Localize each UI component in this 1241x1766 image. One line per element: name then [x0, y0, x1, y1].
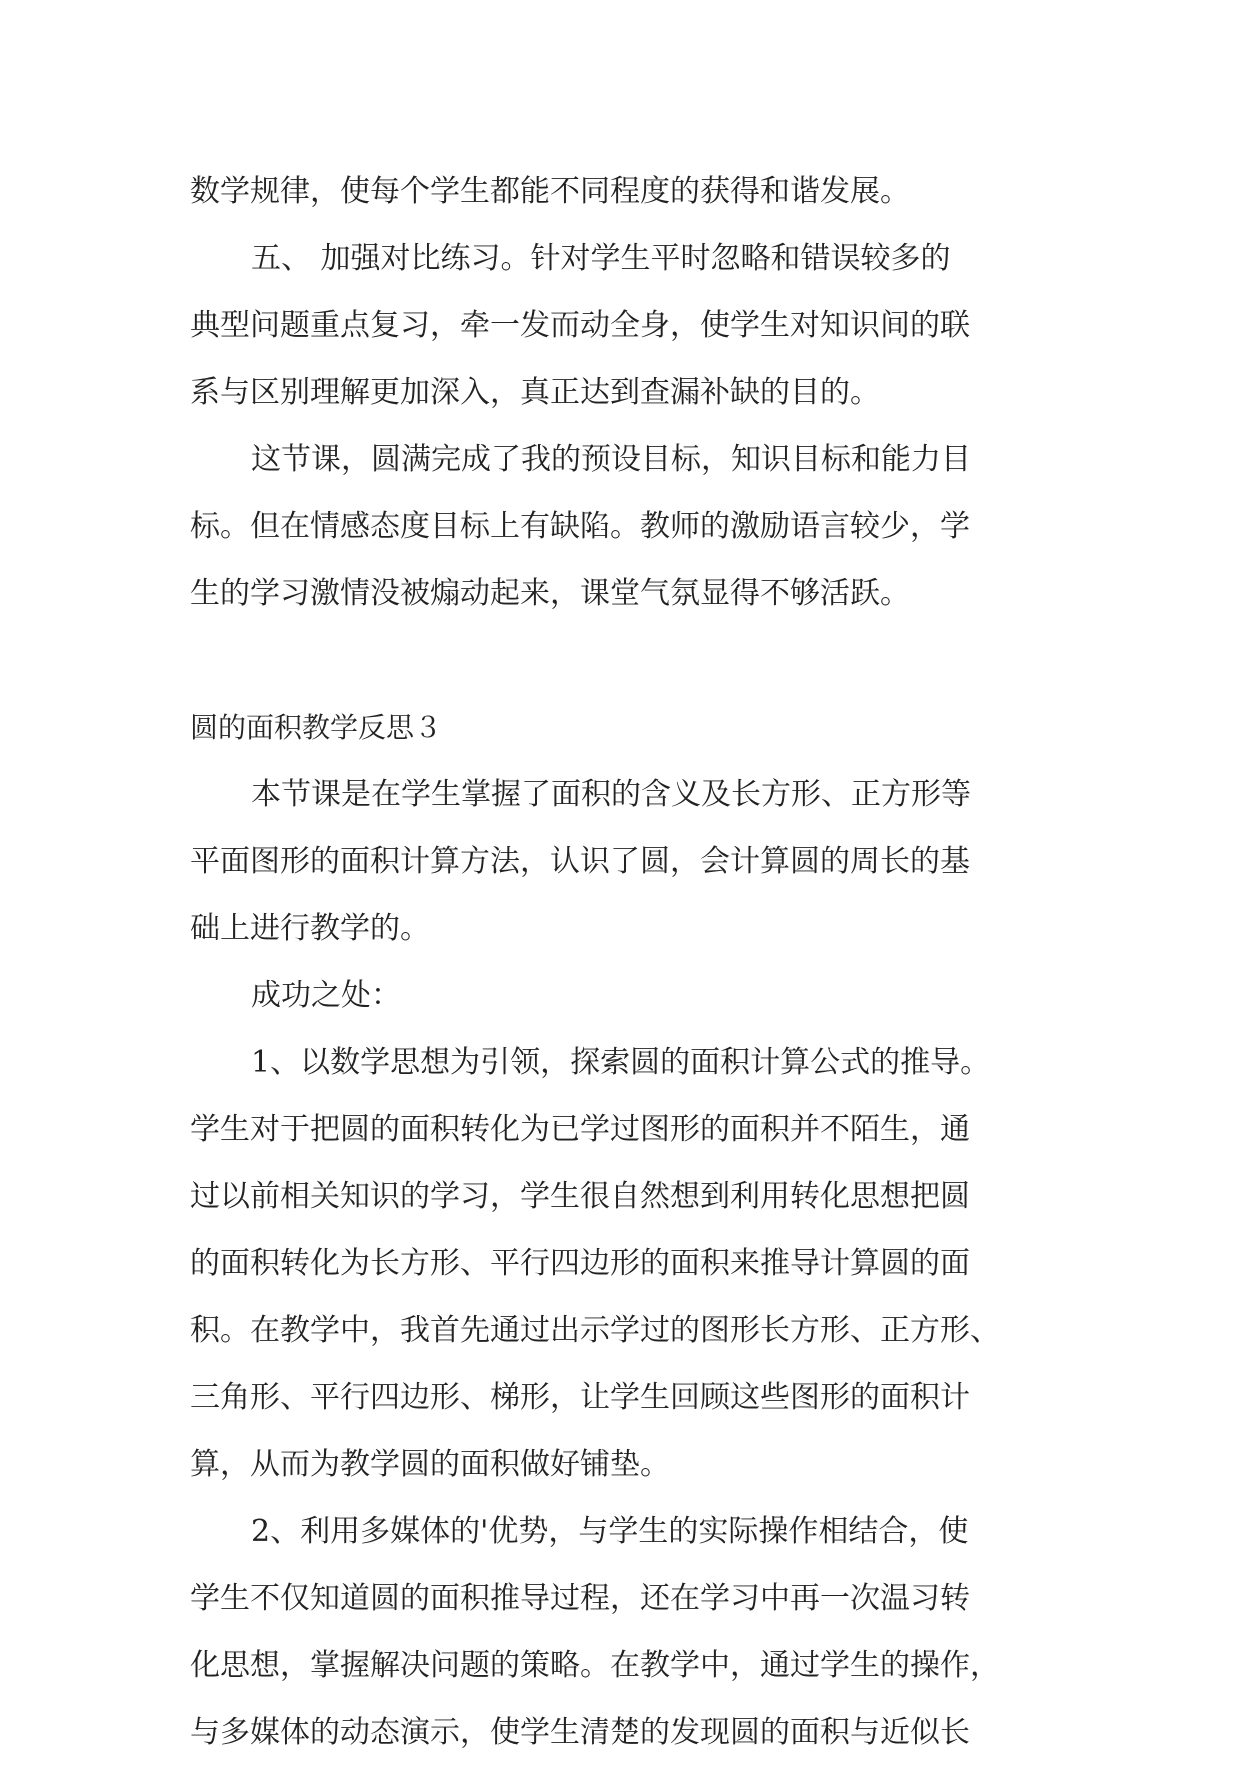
paragraph-line: 五、 加强对比练习。针对学生平时忽略和错误较多的 [251, 241, 951, 276]
paragraph-line: 2、利用多媒体的'优势，与学生的实际操作相结合，使 [251, 1514, 969, 1549]
paragraph-line: 积。在教学中，我首先通过出示学过的图形长方形、正方形、 [190, 1313, 1000, 1348]
paragraph-line: 与多媒体的动态演示，使学生清楚的发现圆的面积与近似长 [190, 1715, 970, 1750]
paragraph-line: 三角形、平行四边形、梯形，让学生回顾这些图形的面积计 [190, 1380, 970, 1415]
paragraph-line: 生的学习激情没被煽动起来，课堂气氛显得不够活跃。 [190, 576, 910, 611]
paragraph-line: 1、以数学思想为引领，探索圆的面积计算公式的推导。 [251, 1045, 991, 1080]
paragraph-line: 成功之处： [251, 978, 401, 1013]
paragraph-line: 化思想，掌握解决问题的策略。在教学中，通过学生的操作， [190, 1648, 1000, 1683]
paragraph-line: 过以前相关知识的学习，学生很自然想到利用转化思想把圆 [190, 1179, 970, 1214]
paragraph-line: 数学规律，使每个学生都能不同程度的获得和谐发展。 [190, 174, 910, 209]
paragraph-line: 平面图形的面积计算方法，认识了圆，会计算圆的周长的基 [190, 844, 970, 879]
paragraph-line: 典型问题重点复习，牵一发而动全身，使学生对知识间的联 [190, 308, 970, 343]
paragraph-line: 这节课，圆满完成了我的预设目标，知识目标和能力目 [251, 442, 971, 477]
paragraph-line: 础上进行教学的。 [190, 911, 430, 946]
paragraph-line: 学生不仅知道圆的面积推导过程，还在学习中再一次温习转 [190, 1581, 970, 1616]
paragraph-line: 学生对于把圆的面积转化为已学过图形的面积并不陌生，通 [190, 1112, 970, 1147]
section-spacer [190, 627, 1060, 694]
paragraph-line: 系与区别理解更加深入，真正达到查漏补缺的目的。 [190, 375, 880, 410]
paragraph-line: 的面积转化为长方形、平行四边形的面积来推导计算圆的面 [190, 1246, 970, 1281]
paragraph-line: 本节课是在学生掌握了面积的含义及长方形、正方形等 [251, 777, 971, 812]
paragraph-line: 算，从而为教学圆的面积做好铺垫。 [190, 1447, 670, 1482]
section-title: 圆的面积教学反思３ [190, 711, 443, 744]
document-body [190, 158, 1060, 1766]
paragraph-line: 标。但在情感态度目标上有缺陷。教师的激励语言较少，学 [190, 509, 970, 544]
